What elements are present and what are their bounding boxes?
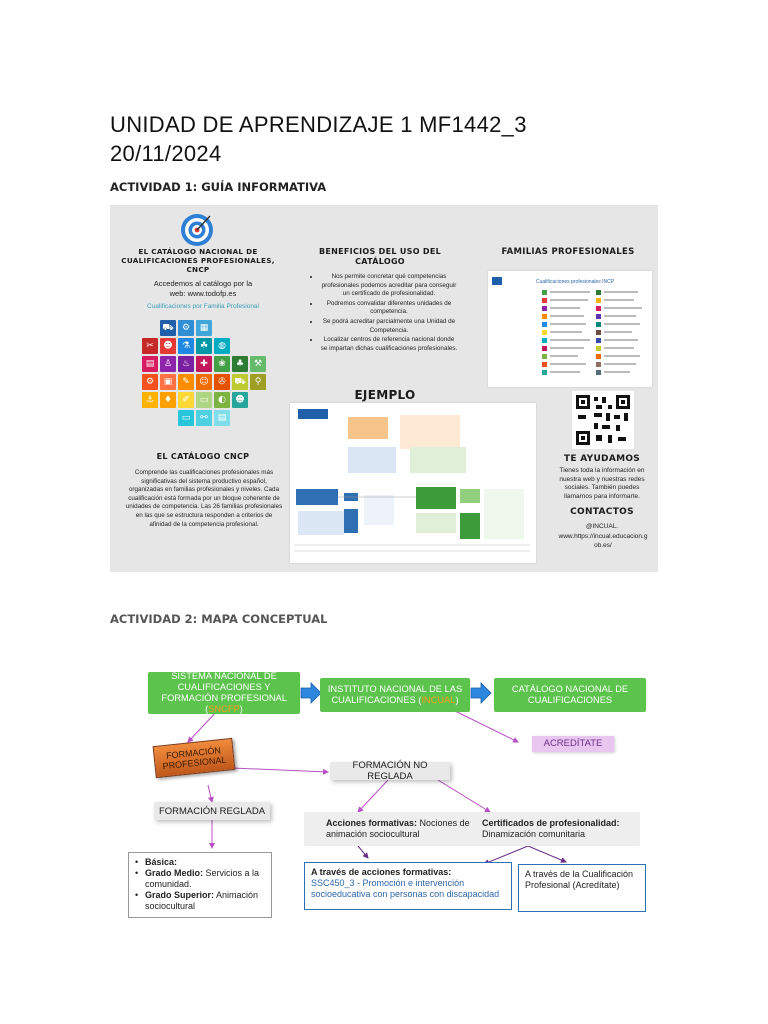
globe-icon: ◍	[214, 338, 230, 354]
formacion-profesional-text: FORMACIÓN PROFESIONAL	[162, 745, 227, 772]
people-icon: ☺	[196, 374, 212, 390]
incual-acronym: INCUAL	[421, 695, 456, 705]
van-icon: ⛟	[232, 374, 248, 390]
shovel-icon: ⚲	[250, 374, 266, 390]
families-card-title: Cualificaciones profesionales INCP	[536, 279, 615, 285]
example-diagram	[290, 403, 536, 563]
benefit-item: • Podremos convalidar diferentes unidades de competencia.	[320, 300, 458, 317]
leaf-icon: ☘	[196, 338, 212, 354]
contacts-url: www.https://incual.educacion.gob.es/	[558, 533, 648, 549]
family-row	[542, 337, 590, 343]
a-traves-acciones-text: SSC450_3 - Promoción e intervención socioeducativa con personas con discapacidad	[311, 878, 500, 899]
level-grado-medio: • Grado Medio: Servicios a la comunidad.	[135, 868, 260, 889]
sncfp-text: SISTEMA NACIONAL DE CUALIFICACIONES Y FORMACIÓN PROFESIONAL	[161, 671, 287, 703]
family-row	[596, 321, 640, 327]
family-row	[596, 305, 642, 311]
example-heading: EJEMPLO	[354, 388, 416, 402]
family-row	[596, 369, 630, 375]
catalog-heading: EL CATÁLOGO NACIONAL DE CUALIFICACIONES PROFESIONALES, CNCP	[121, 247, 275, 274]
via-acciones-formativas-box	[304, 862, 512, 910]
activity-2-heading: ACTIVIDAD 2: MAPA CONCEPTUAL	[110, 612, 328, 626]
catalog-grid-title: Cualificaciones por Familia Profesional	[147, 303, 259, 310]
qr-code-icon	[572, 391, 634, 449]
catalogo-box	[494, 678, 646, 712]
family-row	[542, 361, 586, 367]
document-title-line1: UNIDAD DE APRENDIZAJE 1 MF1442_3	[110, 112, 527, 137]
lamp-icon: ♦	[160, 392, 176, 408]
cncp-heading: EL CATÁLOGO CNCP	[156, 452, 250, 461]
formacion-no-reglada-box: FORMACIÓN NO REGLADA	[330, 762, 450, 780]
target-icon	[180, 213, 214, 247]
family-row	[596, 289, 638, 295]
chart-icon: ▤	[142, 356, 158, 372]
lab-icon: ♙	[160, 356, 176, 372]
grado-medio-text: Servicios a la comunidad.	[145, 868, 260, 889]
family-row	[596, 313, 636, 319]
family-row	[596, 361, 636, 367]
pen-icon: ✎	[178, 374, 194, 390]
example-diagram-graphic	[290, 403, 536, 563]
a-traves-cualificacion-text: A través de la Cualificación Profesional (Acredítate)	[525, 869, 634, 890]
acciones-text: Nociones de animación sociocultural	[326, 818, 470, 839]
catalog-access-line2: web: www.todofp.es	[169, 289, 237, 298]
acreditate-box: ACREDÍTATE	[532, 736, 614, 752]
acciones-formativas-text	[326, 818, 476, 840]
benefits-list	[308, 273, 458, 354]
plant-icon: ❀	[214, 356, 230, 372]
catalogo-text: CATÁLOGO NACIONAL DE CUALIFICACIONES	[511, 684, 629, 705]
formacion-reglada-box: FORMACIÓN REGLADA	[154, 802, 270, 820]
tree-icon: ♣	[232, 356, 248, 372]
via-cualificacion-box	[518, 864, 646, 912]
family-row	[596, 337, 638, 343]
level-basica: • Básica:	[135, 857, 178, 867]
families-heading: FAMILIAS PROFESIONALES	[501, 247, 635, 257]
sncfp-acronym: SNCFP	[208, 704, 240, 714]
activity-1-heading: ACTIVIDAD 1: GUÍA INFORMATIVA	[110, 180, 327, 194]
family-icon: ☻	[232, 392, 248, 408]
infographic-guia-informativa	[110, 205, 658, 572]
keyboard-icon: ▤	[214, 410, 230, 426]
family-row	[596, 345, 634, 351]
family-row	[542, 369, 580, 375]
level-grado-superior: • Grado Superior: Animación sociocultural	[135, 890, 259, 911]
bottle-icon: ♨	[178, 356, 194, 372]
family-row	[542, 321, 586, 327]
palette-icon: ◐	[214, 392, 230, 408]
book-icon: ▣	[160, 374, 176, 390]
building-icon: ▦	[196, 320, 212, 336]
car-icon: ⛟	[160, 320, 176, 336]
contacts-handle: @INCUAL.	[585, 523, 619, 530]
contacts-heading: CONTACTOS	[570, 507, 634, 517]
a-traves-acciones-label: A través de acciones formativas:	[311, 867, 452, 877]
family-row	[542, 313, 584, 319]
family-row	[542, 289, 590, 295]
incual-text: INSTITUTO NACIONAL DE LAS CUALIFICACIONES	[327, 684, 463, 705]
benefit-item: • Se podrá acreditar parcialmente una Unidad de Competencia.	[320, 318, 458, 335]
person-icon: ☻	[160, 338, 176, 354]
wheel-icon: ✇	[214, 374, 230, 390]
family-row	[542, 329, 582, 335]
document-title-date: 20/11/2024	[110, 141, 222, 166]
certificados-desc: Dinamización comunitaria	[482, 829, 586, 839]
benefits-heading: BENEFICIOS DEL USO DEL CATÁLOGO	[319, 247, 441, 266]
incual-logo-icon	[492, 277, 502, 285]
basica-label: Básica:	[145, 857, 178, 867]
bike-icon: ⚯	[196, 410, 212, 426]
families-card	[488, 271, 652, 387]
wrench-icon: ⚒	[250, 356, 266, 372]
cncp-text: Comprende las cualificaciones profesionales más significativas del sistema productivo español, organizadas en familias profesionales y niveles. Cada cualificación está formada por un bloque coherente de unidades de competencia. Las 26 familias profesionales en las que se estructura responden a criterios de afinidad de la competencia profesional.	[125, 469, 283, 528]
flask-icon: ⚗	[178, 338, 194, 354]
tools-icon: ✂	[142, 338, 158, 354]
grado-superior-text: Animación sociocultural	[145, 890, 259, 911]
certificados-label: Certificados de profesionalidad:	[482, 818, 620, 828]
concept-map	[108, 630, 663, 930]
formacion-reglada-levels	[128, 852, 272, 918]
benefit-item: • Localizar centros de referencia nacional donde se impartan dichas cualificaciones profesionales.	[320, 336, 458, 353]
gear-icon: ⚙	[142, 374, 158, 390]
certificados-text	[482, 818, 634, 840]
crane-icon: ⚓	[142, 392, 158, 408]
sncfp-box: SISTEMA NACIONAL DE CUALIFICACIONES Y FORMACIÓN PROFESIONAL (SNCFP)	[148, 672, 300, 714]
screen-icon: ▭	[196, 392, 212, 408]
help-heading: TE AYUDAMOS	[563, 454, 641, 464]
grado-medio-label: Grado Medio:	[145, 868, 203, 878]
family-row	[542, 353, 578, 359]
family-row	[596, 297, 634, 303]
incual-box: INSTITUTO NACIONAL DE LAS CUALIFICACIONES (INCUAL)	[320, 678, 470, 712]
benefit-item: • Nos permite concretar qué competencias profesionales podemos acreditar para conseguir un certificado de profesionalidad.	[320, 273, 458, 299]
document-title	[110, 110, 670, 168]
acciones-label: Acciones formativas:	[326, 818, 418, 828]
grado-superior-label: Grado Superior:	[145, 890, 215, 900]
family-row	[596, 353, 640, 359]
computer-icon: ▭	[178, 410, 194, 426]
family-row	[542, 305, 580, 311]
paint-icon: ✐	[178, 392, 194, 408]
family-row	[542, 345, 584, 351]
catalog-access-line1: Accedemos al catálogo por la	[153, 279, 253, 288]
tractor-icon: ⚙	[178, 320, 194, 336]
family-row	[542, 297, 588, 303]
medical-icon: ✚	[196, 356, 212, 372]
families-icon-grid	[138, 320, 278, 450]
help-text: Tienes toda la información en nuestra web y nuestras redes sociales. También puedes llamarnos para informarte.	[559, 467, 645, 500]
family-row	[596, 329, 632, 335]
